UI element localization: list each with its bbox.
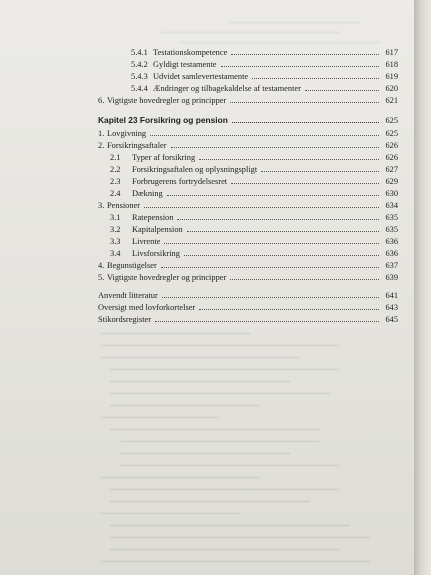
toc-entry-number: 5.4.2 (131, 60, 148, 69)
toc-appendix-entry (98, 289, 398, 300)
toc-entry-title: Testationskompetence (153, 48, 228, 57)
toc-entry-title: Vigtigste hovedregler og principper (107, 273, 227, 282)
toc-entry-title: Forbrugerens fortrydelsesret (132, 177, 228, 186)
toc-entry-title: Stikordsregister (98, 315, 152, 324)
toc-entry-number: 2.2 (110, 165, 121, 174)
toc-entry-page: 641 (385, 291, 398, 300)
dot-leader (171, 147, 379, 148)
toc-entry-title: Typer af forsikring (132, 153, 196, 162)
dot-leader (232, 122, 379, 123)
toc-entry (98, 151, 398, 162)
toc-entry (98, 163, 398, 174)
toc-entry-number: 3.4 (110, 249, 121, 258)
toc-entry-title: Forsikringsaftalen og oplysningspligt (132, 165, 258, 174)
toc-entry (98, 235, 398, 246)
dot-leader (252, 78, 379, 79)
toc-entry-page: 643 (385, 303, 398, 312)
dot-leader (177, 219, 379, 220)
toc-appendix-entry (98, 301, 398, 312)
toc-entry-page: 630 (385, 189, 398, 198)
dot-leader (230, 102, 379, 103)
toc-entry-page: 617 (385, 48, 398, 57)
toc-entry-number: 3.3 (110, 237, 121, 246)
toc-entry (98, 139, 398, 150)
toc-entry-number: 2. (98, 141, 105, 150)
toc-entry (98, 199, 398, 210)
toc-entry-title: Pensioner (107, 201, 141, 210)
dot-leader (261, 171, 379, 172)
toc-appendix-entry (98, 313, 398, 324)
next-page-edge (414, 0, 431, 575)
toc-entry-number: 3.2 (110, 225, 121, 234)
toc-entry-page: 625 (385, 129, 398, 138)
dot-leader (199, 159, 379, 160)
dot-leader (230, 279, 379, 280)
toc-entry (98, 211, 398, 222)
toc-entry-number: 1. (98, 129, 105, 138)
toc-entry-title: Udvidet samlevertestamente (153, 72, 249, 81)
toc-entry-number: 2.4 (110, 189, 121, 198)
toc-entry-number: 3.1 (110, 213, 121, 222)
toc-entry-number: 2.1 (110, 153, 121, 162)
toc-entry-title: Oversigt med lovforkortelser (98, 303, 196, 312)
toc-entry-page: 627 (385, 165, 398, 174)
toc-entry-number: 3. (98, 201, 105, 210)
toc-entry-number: 5.4.3 (131, 72, 148, 81)
dot-leader (161, 267, 379, 268)
toc-entry-title: Vigtigste hovedregler og principper (107, 96, 227, 105)
toc-entry-page: 629 (385, 177, 398, 186)
toc-entry-number: 4. (98, 261, 105, 270)
chapter-heading (98, 114, 398, 125)
toc-entry (98, 127, 398, 138)
bleed-through-top (120, 18, 390, 48)
toc-entry-page: 621 (385, 96, 398, 105)
toc-entry-page: 636 (385, 237, 398, 246)
chapter-page: 625 (385, 116, 398, 125)
toc-entry-title: Begunstigelser (107, 261, 157, 270)
toc-entry-title: Forsikringsaftaler (107, 141, 167, 150)
toc-entry (98, 82, 398, 93)
toc-entry-title: Kapitalpension (132, 225, 183, 234)
toc-entry-title: Livsforsikring (132, 249, 180, 258)
toc-entry-page: 635 (385, 225, 398, 234)
toc-entry-page: 619 (385, 72, 398, 81)
toc-entry-title: Ændringer og tilbagekaldelse af testamenter (153, 84, 301, 93)
toc-entry (98, 187, 398, 198)
toc-entry-page: 645 (385, 315, 398, 324)
dot-leader (187, 231, 379, 232)
toc-entry (98, 70, 398, 81)
toc-entry (98, 271, 398, 282)
dot-leader (231, 183, 379, 184)
toc-entry-page: 639 (385, 273, 398, 282)
dot-leader (167, 195, 379, 196)
toc-entry (98, 223, 398, 234)
dot-leader (164, 243, 379, 244)
toc-entry (98, 46, 398, 57)
toc-entry-number: 5. (98, 273, 105, 282)
dot-leader (184, 255, 379, 256)
dot-leader (231, 54, 379, 55)
dot-leader (162, 297, 379, 298)
toc-entry-page: 636 (385, 249, 398, 258)
toc-entry-title: Livrente (132, 237, 161, 246)
toc-entry-number: 2.3 (110, 177, 121, 186)
toc-entry-page: 618 (385, 60, 398, 69)
dot-leader (199, 309, 379, 310)
toc-entry-page: 634 (385, 201, 398, 210)
toc-entry-page: 620 (385, 84, 398, 93)
dot-leader (144, 207, 379, 208)
toc-entry (98, 259, 398, 270)
toc-entry-number: 6. (98, 96, 105, 105)
toc-entry-title: Anvendt litteratur (98, 291, 158, 300)
toc-entry-title: Ratepension (132, 213, 174, 222)
bleed-through-text (80, 325, 390, 575)
toc-entry-number: 5.4.4 (131, 84, 148, 93)
toc-entry (98, 175, 398, 186)
dot-leader (150, 135, 379, 136)
toc-entry-page: 637 (385, 261, 398, 270)
toc-entry-title: Dækning (132, 189, 163, 198)
toc-entry-title: Lovgivning (107, 129, 147, 138)
toc-entry (98, 247, 398, 258)
chapter-title: Kapitel 23 Forsikring og pension (98, 115, 228, 125)
toc-entry-number: 5.4.1 (131, 48, 148, 57)
toc-entry (98, 94, 398, 105)
dot-leader (221, 66, 380, 67)
toc-entry-title: Gyldigt testamente (153, 60, 217, 69)
dot-leader (155, 321, 379, 322)
toc-entry-page: 626 (385, 141, 398, 150)
dot-leader (305, 90, 379, 91)
toc-entry-page: 626 (385, 153, 398, 162)
toc-entry (98, 58, 398, 69)
toc-entry-page: 635 (385, 213, 398, 222)
